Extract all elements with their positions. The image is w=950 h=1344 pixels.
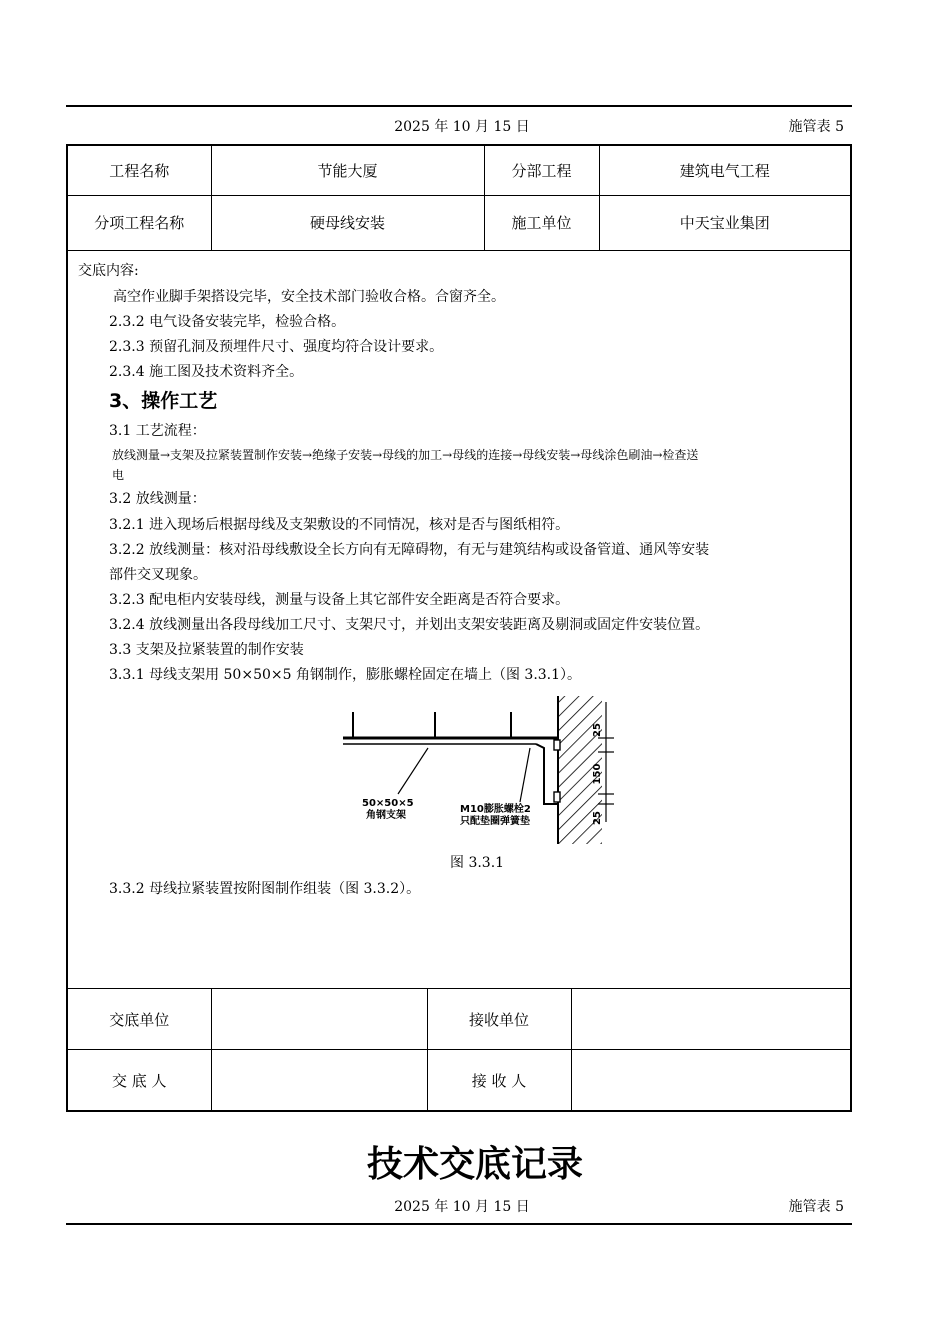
subitem-label: 分项工程名称 (68, 195, 211, 250)
content-line: 2.3.3 预留孔洞及预埋件尺寸、强度均符合设计要求。 (109, 339, 444, 355)
paragraph-3-2-4: 3.2.4 放线测量出各段母线加工尺寸、支架尺寸，并划出支架安装距离及剔洞或固定件安装位置。 (109, 617, 710, 633)
section-heading: 3、操作工艺 (109, 390, 218, 412)
issuer-field[interactable] (211, 1050, 427, 1111)
paragraph-3-1: 3.1 工艺流程： (109, 423, 206, 439)
process-flow-cont: 电 (112, 468, 125, 482)
content-line: 2.3.2 电气设备安装完毕，检验合格。 (109, 314, 346, 330)
receiver-field[interactable] (571, 1050, 850, 1111)
bracket-diagram (338, 696, 618, 846)
division-value: 建筑电气工程 (599, 146, 850, 195)
issuer-label: 交 底 人 (68, 1050, 211, 1111)
paragraph-3-3-1: 3.3.1 母线支架用 50×50×5 角钢制作，膨胀螺栓固定在墙上（图 3.3.1）。 (109, 667, 582, 683)
top-rule (66, 105, 852, 107)
paragraph-3-3: 3.3 支架及拉紧装置的制作安装 (109, 642, 304, 658)
form-number: 施管表 5 (788, 119, 844, 135)
paragraph-3-2-3: 3.2.3 配电柜内安装母线，测量与设备上其它部件安全距离是否符合要求。 (109, 592, 570, 608)
paragraph-3-2-2: 3.2.2 放线测量：核对沿母线敷设全长方向有无障碍物，有无与建筑结构或设备管道、通风等安装 (109, 542, 710, 558)
subitem-value: 硬母线安装 (211, 195, 484, 250)
bolt-label: M10膨胀螺栓2 (460, 804, 531, 815)
record-date-bottom: 2025 年 10 月 15 日 (394, 1199, 530, 1215)
dimension-label-mid: 150 (592, 763, 603, 785)
content-line: 2.3.4 施工图及技术资料齐全。 (109, 364, 304, 380)
content-label: 交底内容: (78, 263, 139, 279)
receiver-label: 接 收 人 (427, 1050, 571, 1111)
paragraph-3-2: 3.2 放线测量： (109, 491, 206, 507)
paragraph-3-3-2: 3.3.2 母线拉紧装置按附图制作组装（图 3.3.2）。 (109, 881, 421, 897)
bolt-label-2: 只配垫圈弹簧垫 (460, 816, 530, 827)
division-label: 分部工程 (484, 146, 599, 195)
dimension-label-top: 25 (592, 723, 603, 737)
expansion-bolt-head (554, 740, 560, 750)
dimension-label-bottom: 25 (592, 811, 603, 825)
contractor-value: 中天宝业集团 (599, 195, 850, 250)
bottom-rule (66, 1223, 852, 1225)
briefing-content (68, 250, 850, 988)
project-name-label: 工程名称 (68, 146, 211, 195)
content-line: 高空作业脚手架搭设完毕，安全技术部门验收合格。合窗齐全。 (113, 289, 505, 305)
document-title: 技术交底记录 (366, 1144, 583, 1185)
process-flow: 放线测量→支架及拉紧装置制作安装→绝缘子安装→母线的加工→母线的连接→母线安装→母线涂色刷油→检查送 (112, 448, 699, 462)
issuer-unit-field[interactable] (211, 989, 427, 1050)
project-info-table (68, 146, 850, 251)
receiver-unit-field[interactable] (571, 989, 850, 1050)
leader-line (520, 748, 530, 802)
form-number-bottom: 施管表 5 (788, 1199, 844, 1215)
record-frame (66, 144, 852, 1112)
paragraph-3-2-2-cont: 部件交叉现象。 (109, 567, 207, 583)
angle-steel-label-2: 角钢支架 (366, 810, 406, 821)
receiver-unit-label: 接收单位 (427, 989, 571, 1050)
leader-line (398, 748, 428, 794)
angle-steel-label: 50×50×5 (362, 798, 414, 809)
signature-table (68, 988, 850, 1111)
paragraph-3-2-1: 3.2.1 进入现场后根据母线及支架敷设的不同情况，核对是否与图纸相符。 (109, 517, 570, 533)
record-date: 2025 年 10 月 15 日 (394, 119, 530, 135)
project-name-value: 节能大厦 (211, 146, 484, 195)
contractor-label: 施工单位 (484, 195, 599, 250)
expansion-bolt-head (554, 792, 560, 802)
issuer-unit-label: 交底单位 (68, 989, 211, 1050)
figure-caption: 图 3.3.1 (450, 855, 505, 871)
